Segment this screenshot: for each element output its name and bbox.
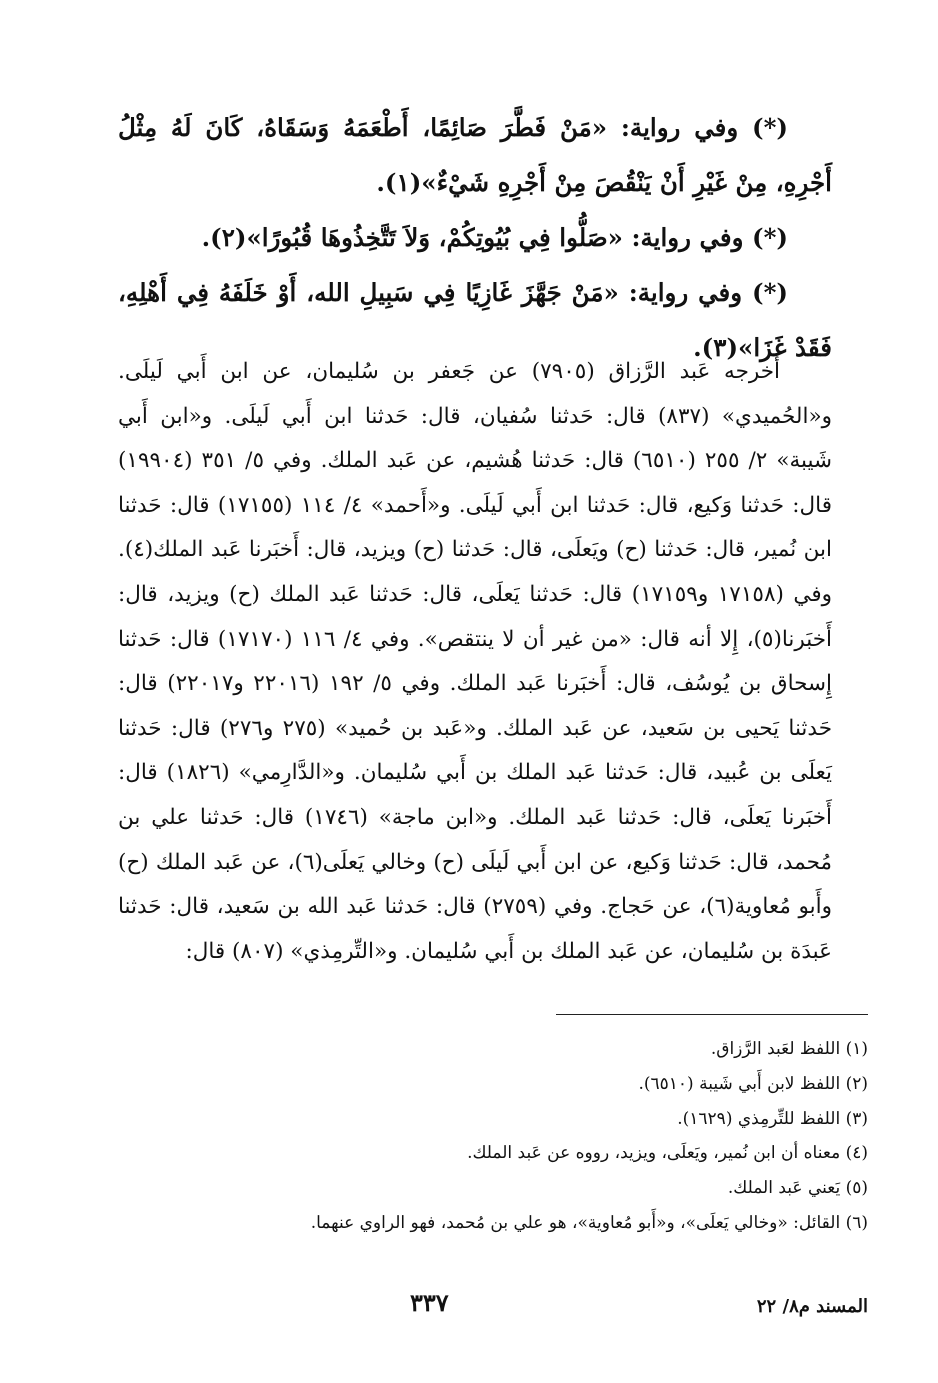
footnote-3: (٣) اللفظ للتِّرمِذي (١٦٢٩). xyxy=(677,1108,868,1129)
takhrij-section xyxy=(118,350,832,974)
hadith-variant-1: (*) وفي رواية: «مَنْ فَطَّرَ صَائِمًا، أَطْعَمَهُ وَسَقَاهُ، كَانَ لَهُ مِثْلُ أَجْرِهِ، مِنْ غَيْرِ أَنْ يَنْقُصَ مِنْ أَجْرِهِ شَيْءٌ»(١). xyxy=(118,113,832,197)
footnote-divider xyxy=(556,1014,868,1015)
footnote-1: (١) اللفظ لعَبد الرَّزاق. xyxy=(710,1039,868,1059)
footnote-4: (٤) معناه أن ابن نُمير، ويَعلَى، ويزيد، رووه عن عَبد الملك. xyxy=(467,1143,868,1164)
footnote-2: (٢) اللفظ لابن أَبي شَيبة (٦٥١٠). xyxy=(638,1073,868,1094)
takhrij-paragraph: أخرجه عَبد الرَّزاق (٧٩٠٥) عن جَعفر بن سُليمان، عن ابن أَبي لَيلَى. و«الحُميدي» (٨٣٧) قال: حَدثنا سُفيان، قال: حَدثنا ابن أَبي لَيلَى. و«ابن أَبي شَيبة» ٢/ ٢٥٥ (٦٥١٠) قال: حَدثنا هُشيم، عن عَبد الملك. وفي ٥/ ٣٥١ (١٩٩٠٤) قال: حَدثنا وَكيع، قال: حَدثنا ابن أَبي لَيلَى. و«أَحمد» ٤/ ١١٤ (١٧١٥٥) قال: حَدثنا ابن نُمير، قال: حَدثنا (ح) ويَعلَى، قال: حَدثنا (ح) ويزيد، قال: أَخبَرنا عَبد الملك(٤). وفي (١٧١٥٨ و١٧١٥٩) قال: حَدثنا يَعلَى، قال: حَدثنا عَبد الملك (ح) ويزيد، قال: أَخبَرنا(٥)، إِلا أنه قال: «من غير أن لا ينتقص». وفي ٤/ ١١٦ (١٧١٧٠) قال: حَدثنا إِسحاق بن يُوسُف، قال: أَخبَرنا عَبد الملك. وفي ٥/ ١٩٢ (٢٢٠١٦ و٢٢٠١٧) قال: حَدثنا يَحيى بن سَعيد، عن عَبد الملك. و«عَبد بن حُميد» (٢٧٥ و٢٧٦) قال: حَدثنا يَعلَى بن عُبيد، قال: حَدثنا عَبد الملك بن أَبي سُليمان. و«الدَّارِمي» (١٨٢٦) قال: أَخبَرنا يَعلَى، قال: حَدثنا عَبد الملك. و«ابن ماجة» (١٧٤٦) قال: حَدثنا علي بن مُحمد، قال: حَدثنا وَكيع، عن ابن أَبي لَيلَى (ح) وخالي يَعلَى(٦)، عن عَبد الملك (ح) وأَبو مُعاوية(٦)، عن حَجاج. وفي (٢٧٥٩) قال: حَدثنا عَبد الله بن سَعيد، قال: حَدثنا عَبدَة بن سُليمان، عن عَبد الملك بن أَبي سُليمان. و«التِّرمِذي» (٨٠٧) قال: xyxy=(118,359,833,964)
page-number: ٣٣٧ xyxy=(410,1288,449,1317)
hadith-variants xyxy=(118,100,832,375)
footnote-5: (٥) يَعني عَبد الملك. xyxy=(727,1178,868,1199)
volume-signature: المسند م٨/ ٢٢ xyxy=(756,1296,868,1317)
page-footer xyxy=(118,1286,868,1330)
footnote-6: (٦) القائل: «وخالي يَعلَى»، و«أَبو مُعاوية»، هو علي بن مُحمد، فهو الراوي عنهما. xyxy=(310,1212,868,1233)
hadith-variant-3: (*) وفي رواية: «مَنْ جَهَّزَ غَازِيًا فِي سَبِيلِ الله، أَوْ خَلَفَهُ فِي أَهْلِهِ، فَقَدْ غَزَا»(٣). xyxy=(118,278,832,362)
hadith-variant-2: (*) وفي رواية: «صَلُّوا فِي بُيُوتِكُمْ، وَلاَ تَتَّخِذُوهَا قُبُورًا»(٢). xyxy=(201,223,788,252)
footnotes xyxy=(138,1032,868,1241)
